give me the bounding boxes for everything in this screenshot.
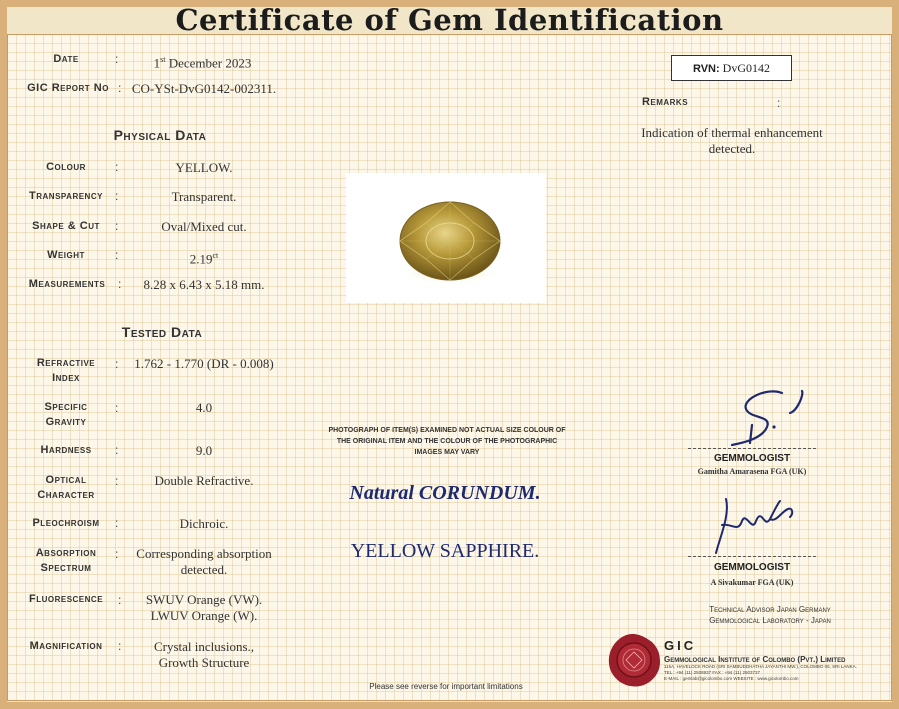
hardness-label: Hardness [40, 444, 92, 456]
colon: : [118, 277, 122, 291]
signature-1-image [712, 385, 822, 447]
colon: : [115, 248, 119, 262]
report-no-label: GIC Report No [27, 82, 109, 94]
shape-cut-label: Shape & Cut [32, 220, 100, 232]
signature-2-image [712, 493, 822, 557]
absorption-spectrum-value: Corresponding absorption detected. [136, 546, 272, 577]
transparency-value: Transparent. [171, 189, 237, 204]
date-value: 1st December 2023 [153, 55, 252, 71]
colon: : [115, 401, 119, 415]
technical-advisor: Technical Advisor Japan Germany Gemmological Laboratory - Japan [709, 605, 831, 625]
gemmologist-1-name: Gamitha Amarasena FGA (UK) [697, 467, 807, 476]
certificate-title: Certificate of Gem Identification [175, 3, 724, 37]
variety-identification: YELLOW SAPPHIRE. [350, 540, 540, 562]
weight-label: Weight [47, 249, 85, 261]
gic-logo-text: GIC [664, 638, 697, 653]
rvn-box: RVN: DvG0142 [671, 55, 792, 81]
colon: : [777, 96, 781, 110]
footer-note: Please see reverse for important limitations [369, 682, 523, 691]
weight-value: $2.19^{ct}$ [189, 251, 219, 267]
photograph-disclaimer: PHOTOGRAPH OF ITEM(S) EXAMINED NOT ACTUAL SIZE COLOUR OF THE ORIGINAL ITEM AND THE COLOUR OF THE PHOTOGRAPHIC IMAGES MAY VARY [328, 427, 566, 456]
shape-cut-value: Oval/Mixed cut. [161, 219, 247, 234]
colon: : [115, 52, 119, 66]
colour-value: YELLOW. [175, 160, 233, 175]
tested-data-heading: Tested Data [121, 324, 203, 340]
gem-image [346, 173, 546, 303]
fluorescence-label: Fluorescence [28, 593, 104, 605]
colour-label: Colour [46, 161, 86, 173]
species-identification: Natural CORUNDUM. [349, 482, 541, 504]
colon: : [115, 160, 119, 174]
colon: : [115, 357, 119, 371]
magnification-value: Crystal inclusions., Growth Structure [153, 639, 255, 670]
measurements-value: 8.28 x 6.43 x 5.18 mm. [143, 277, 265, 292]
remarks-label: Remarks [641, 96, 689, 108]
refractive-index-value: 1.762 - 1.770 (DR - 0.008) [134, 356, 274, 371]
gic-institute-name: Gemmological Institute of Colombo (Pvt.) Limited [664, 655, 846, 664]
colon: : [115, 474, 119, 488]
remarks-text: Indication of thermal enhancement detected. [641, 125, 823, 156]
gem-photograph [346, 173, 546, 303]
gic-address: 115A, HAVELOCK ROAD (SRI SAMBUDDHATHA JAYANTHI MW.), COLOMBO 05, SRI LANKA. TEL : +94 (11) 2508937 FAX : +94 (11) 2503737 E-MAIL : gemlab@gicolombo.com WEBSITE : www.gicolombo.com [664, 664, 857, 681]
refractive-index-label: Refractive Index [36, 357, 96, 384]
transparency-label: Transparency [29, 190, 103, 202]
specific-gravity-label: Specific Gravity [44, 401, 88, 428]
pleochroism-value: Dichroic. [179, 516, 229, 531]
gemmologist-1-title: GEMMOLOGIST [713, 453, 791, 464]
colon: : [118, 81, 122, 95]
colon: : [115, 443, 119, 457]
hardness-value: 9.0 [195, 443, 213, 458]
magnification-label: Magnification [29, 640, 103, 652]
optical-character-value: Double Refractive. [154, 473, 254, 488]
report-no-value: CO-YSt-DvG0142-002311. [131, 81, 277, 96]
colon: : [115, 189, 119, 203]
colon: : [115, 547, 119, 561]
measurements-label: Measurements [28, 278, 106, 290]
date-label: Date [53, 53, 79, 65]
colon: : [118, 593, 122, 607]
signature-line-1 [688, 448, 816, 449]
gemmologist-2-name: A Sivakumar FGA (UK) [710, 578, 794, 587]
pleochroism-label: Pleochroism [32, 517, 100, 529]
optical-character-label: Optical Character [37, 474, 95, 501]
colon: : [115, 516, 119, 530]
absorption-spectrum-label: Absorption Spectrum [35, 547, 97, 574]
signature-line-2 [688, 556, 816, 557]
colon: : [118, 639, 122, 653]
specific-gravity-value: 4.0 [195, 400, 213, 415]
physical-data-heading: Physical Data [113, 127, 207, 143]
gemmologist-2-title: GEMMOLOGIST [713, 562, 791, 573]
wax-seal-icon [606, 632, 662, 688]
colon: : [115, 219, 119, 233]
fluorescence-value: SWUV Orange (VW). LWUV Orange (W). [145, 592, 263, 623]
